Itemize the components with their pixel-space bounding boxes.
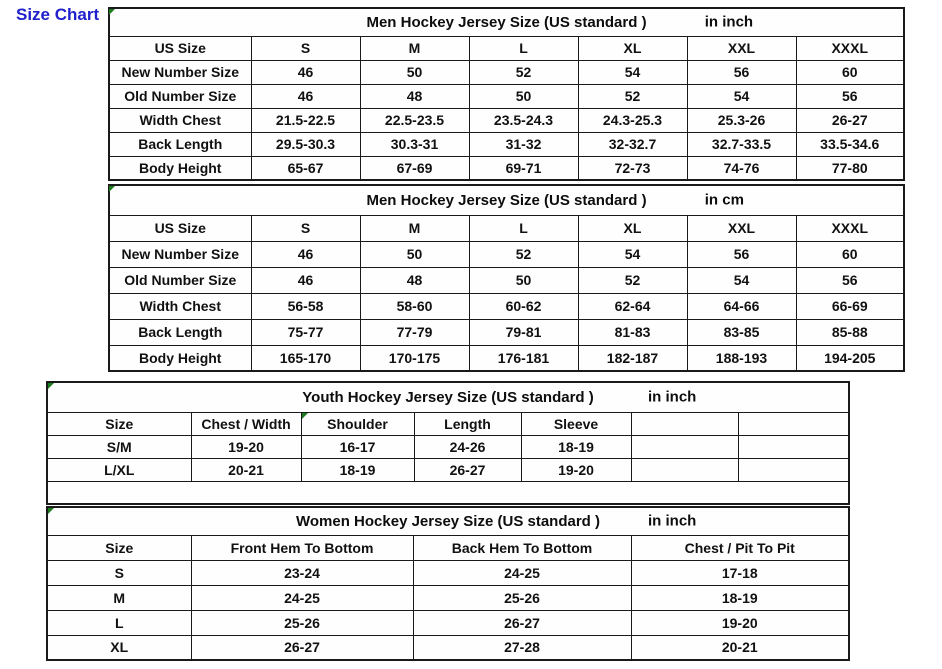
value-cell: 54: [687, 267, 796, 293]
value-cell: 54: [578, 60, 687, 84]
value-cell: 50: [360, 241, 469, 267]
value-cell: 58-60: [360, 293, 469, 319]
value-cell: 75-77: [251, 319, 360, 345]
value-cell: 21.5-22.5: [251, 108, 360, 132]
value-cell: 66-69: [796, 293, 904, 319]
row-label-cell: S: [47, 560, 191, 585]
unit-label: in inch: [648, 512, 697, 530]
row-label-cell: Old Number Size: [109, 84, 251, 108]
value-cell: Back Hem To Bottom: [413, 535, 631, 560]
value-cell: 46: [251, 60, 360, 84]
value-cell: 50: [360, 60, 469, 84]
men-inch-size-table: [108, 7, 903, 181]
table-title: Men Hockey Jersey Size (US standard ): [366, 13, 647, 31]
table-title: Women Hockey Jersey Size (US standard ): [296, 512, 600, 530]
value-cell: M: [360, 215, 469, 241]
value-cell: 77-80: [796, 156, 904, 180]
value-cell: 52: [469, 241, 578, 267]
value-cell: 19-20: [191, 435, 301, 458]
value-cell: 60: [796, 241, 904, 267]
value-cell: 60-62: [469, 293, 578, 319]
value-cell: 83-85: [687, 319, 796, 345]
value-cell: 170-175: [360, 345, 469, 371]
value-cell: 194-205: [796, 345, 904, 371]
row-label-cell: Back Length: [109, 319, 251, 345]
value-cell: [631, 458, 738, 481]
table-row: [109, 293, 904, 319]
table-row: [109, 108, 904, 132]
unit-label: in inch: [648, 388, 697, 406]
value-cell: 25-26: [413, 585, 631, 610]
value-cell: 54: [578, 241, 687, 267]
table-row: [47, 610, 849, 635]
comment-marker-icon: [48, 508, 54, 514]
value-cell: 25.3-26: [687, 108, 796, 132]
table-row: [47, 635, 849, 660]
value-cell: 19-20: [631, 610, 849, 635]
value-cell: 48: [360, 267, 469, 293]
value-cell: 32-32.7: [578, 132, 687, 156]
value-cell: 46: [251, 267, 360, 293]
value-cell: 24-26: [414, 435, 521, 458]
value-cell: 60: [796, 60, 904, 84]
table-row: [47, 481, 849, 504]
value-cell: [631, 412, 738, 435]
value-cell: 46: [251, 84, 360, 108]
value-cell: 77-79: [360, 319, 469, 345]
value-cell: 165-170: [251, 345, 360, 371]
value-cell: 24-25: [413, 560, 631, 585]
value-cell: 69-71: [469, 156, 578, 180]
value-cell: 50: [469, 267, 578, 293]
value-cell: 79-81: [469, 319, 578, 345]
value-cell: 46: [251, 241, 360, 267]
value-cell: 48: [360, 84, 469, 108]
table-row: [47, 458, 849, 481]
value-cell: 67-69: [360, 156, 469, 180]
value-cell: 18-19: [521, 435, 631, 458]
value-cell: 74-76: [687, 156, 796, 180]
value-cell: 65-67: [251, 156, 360, 180]
value-cell: XXXL: [796, 215, 904, 241]
value-cell: 26-27: [414, 458, 521, 481]
comment-marker-icon: [109, 186, 115, 192]
women-inch-size-table: [46, 506, 848, 661]
value-cell: 23.5-24.3: [469, 108, 578, 132]
table-row: [109, 241, 904, 267]
table-row: [109, 156, 904, 180]
value-cell: 72-73: [578, 156, 687, 180]
row-label-cell: Old Number Size: [109, 267, 251, 293]
table-row: [109, 36, 904, 60]
value-cell: 52: [469, 60, 578, 84]
value-cell: Length: [414, 412, 521, 435]
value-cell: 56: [687, 241, 796, 267]
value-cell: 32.7-33.5: [687, 132, 796, 156]
value-cell: 18-19: [631, 585, 849, 610]
table-header: [109, 8, 904, 36]
table-row: [109, 84, 904, 108]
value-cell: Chest / Pit To Pit: [631, 535, 849, 560]
value-cell: Front Hem To Bottom: [191, 535, 413, 560]
value-cell: 17-18: [631, 560, 849, 585]
table-row: [109, 319, 904, 345]
comment-marker-icon: [109, 9, 115, 15]
value-cell: 16-17: [301, 435, 414, 458]
value-cell: 50: [469, 84, 578, 108]
value-cell: 64-66: [687, 293, 796, 319]
youth-inch-size-table: [46, 381, 848, 505]
value-cell: 56-58: [251, 293, 360, 319]
row-label-cell: New Number Size: [109, 241, 251, 267]
table-row: [109, 267, 904, 293]
row-label-cell: Back Length: [109, 132, 251, 156]
row-label-cell: Body Height: [109, 345, 251, 371]
table-header: [109, 185, 904, 215]
value-cell: 182-187: [578, 345, 687, 371]
value-cell: 30.3-31: [360, 132, 469, 156]
value-cell: 54: [687, 84, 796, 108]
value-cell: [631, 435, 738, 458]
value-cell: 26-27: [413, 610, 631, 635]
value-cell: M: [360, 36, 469, 60]
value-cell: 18-19: [301, 458, 414, 481]
value-cell: 20-21: [191, 458, 301, 481]
row-label-cell: Size: [47, 412, 191, 435]
men-cm-size-table: [108, 184, 903, 372]
value-cell: 176-181: [469, 345, 578, 371]
value-cell: 19-20: [521, 458, 631, 481]
unit-label: in cm: [704, 191, 744, 209]
row-label-cell: L/XL: [47, 458, 191, 481]
table-title: Men Hockey Jersey Size (US standard ): [366, 191, 647, 209]
value-cell: 62-64: [578, 293, 687, 319]
table-header: [47, 507, 849, 535]
value-cell: XXXL: [796, 36, 904, 60]
row-label-cell: XL: [47, 635, 191, 660]
value-cell: 29.5-30.3: [251, 132, 360, 156]
value-cell: S: [251, 36, 360, 60]
value-cell: [738, 435, 849, 458]
value-cell: 23-24: [191, 560, 413, 585]
value-cell: 24-25: [191, 585, 413, 610]
row-label-cell: L: [47, 610, 191, 635]
row-label-cell: Width Chest: [109, 293, 251, 319]
value-cell: Sleeve: [521, 412, 631, 435]
value-cell: XL: [578, 36, 687, 60]
row-label-cell: US Size: [109, 36, 251, 60]
row-label-cell: Size: [47, 535, 191, 560]
comment-marker-icon: [302, 413, 308, 419]
table-title: Youth Hockey Jersey Size (US standard ): [302, 388, 594, 406]
value-cell: XXL: [687, 36, 796, 60]
value-cell: 56: [796, 84, 904, 108]
value-cell: 26-27: [796, 108, 904, 132]
table-row: [47, 585, 849, 610]
value-cell: 27-28: [413, 635, 631, 660]
row-label-cell: US Size: [109, 215, 251, 241]
row-label-cell: Width Chest: [109, 108, 251, 132]
table-row: [109, 60, 904, 84]
value-cell: 24.3-25.3: [578, 108, 687, 132]
value-cell: [738, 412, 849, 435]
value-cell: [738, 458, 849, 481]
value-cell: 81-83: [578, 319, 687, 345]
table-row: [47, 535, 849, 560]
value-cell: L: [469, 36, 578, 60]
value-cell: L: [469, 215, 578, 241]
table-row: [109, 215, 904, 241]
value-cell: 56: [796, 267, 904, 293]
value-cell: 52: [578, 84, 687, 108]
empty-row: [47, 481, 849, 504]
value-cell: 31-32: [469, 132, 578, 156]
table-row: [109, 345, 904, 371]
row-label-cell: Body Height: [109, 156, 251, 180]
value-cell: Shoulder: [301, 412, 414, 435]
value-cell: S: [251, 215, 360, 241]
value-cell: XL: [578, 215, 687, 241]
value-cell: 33.5-34.6: [796, 132, 904, 156]
comment-marker-icon: [48, 383, 54, 389]
row-label-cell: New Number Size: [109, 60, 251, 84]
row-label-cell: M: [47, 585, 191, 610]
value-cell: 26-27: [191, 635, 413, 660]
table-row: [47, 412, 849, 435]
value-cell: 20-21: [631, 635, 849, 660]
page-title: Size Chart: [16, 5, 100, 24]
value-cell: XXL: [687, 215, 796, 241]
value-cell: 25-26: [191, 610, 413, 635]
row-label-cell: S/M: [47, 435, 191, 458]
value-cell: 52: [578, 267, 687, 293]
value-cell: 22.5-23.5: [360, 108, 469, 132]
table-header: [47, 382, 849, 412]
value-cell: 85-88: [796, 319, 904, 345]
value-cell: 56: [687, 60, 796, 84]
table-row: [109, 132, 904, 156]
value-cell: 188-193: [687, 345, 796, 371]
unit-label: in inch: [704, 13, 754, 31]
value-cell: Chest / Width: [191, 412, 301, 435]
table-row: [47, 435, 849, 458]
table-row: [47, 560, 849, 585]
